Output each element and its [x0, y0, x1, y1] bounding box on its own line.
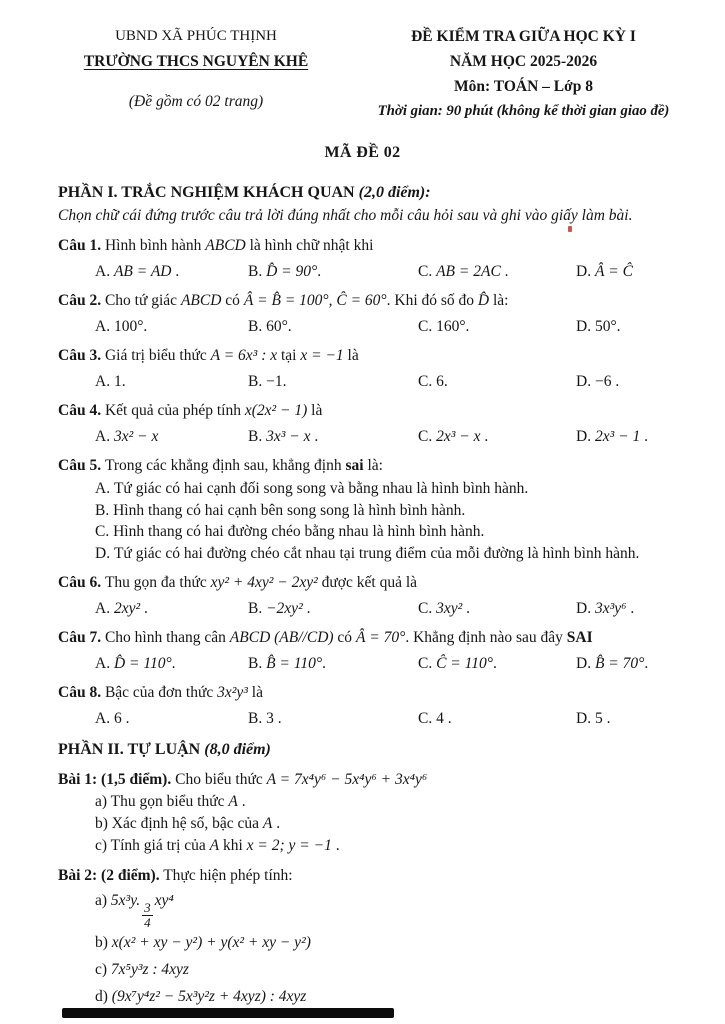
option-B: [248, 262, 418, 282]
question-number: Câu 3.: [58, 347, 105, 364]
option-B: [248, 427, 418, 447]
text-run: .: [317, 263, 322, 280]
math-text: Â = 70°: [355, 629, 406, 646]
problem-heading: [58, 864, 699, 887]
problem-heading: [58, 768, 699, 791]
question-stem: [58, 682, 699, 703]
text-run: tại: [277, 347, 301, 364]
option-letter: C.: [418, 600, 437, 617]
option-B: [248, 599, 418, 619]
answer-options: [58, 709, 699, 729]
math-text: x(2x² − 1): [244, 402, 308, 419]
option-letter: A.: [95, 428, 114, 445]
text-run: .: [480, 428, 489, 445]
text-run: Kết quả của phép tính: [104, 402, 245, 419]
math-text: x = −1: [300, 347, 344, 364]
option-letter: C.: [418, 655, 437, 672]
text-run: là: [307, 402, 323, 419]
answer-options: [58, 262, 699, 282]
text-run: c) Tính giá trị của: [95, 837, 210, 854]
option-A: [95, 654, 248, 674]
option-D: [576, 317, 699, 337]
math-text: 3x² − x: [113, 428, 159, 445]
text-run: 160°.: [436, 318, 470, 335]
text-run: . Khi đó số đo: [386, 292, 478, 309]
text-run: SAI: [566, 629, 593, 646]
text-run: .: [626, 600, 635, 617]
text-run: Tứ giác có hai cạnh đối song song và bằng nhau là hình bình hành.: [113, 480, 529, 497]
subject-line: Môn: TOÁN – Lớp 8: [454, 78, 593, 95]
text-run: khi: [219, 837, 247, 854]
text-run: a) Thu gọn biểu thức: [95, 793, 229, 810]
option-letter: D.: [576, 373, 595, 390]
text-run: .: [171, 655, 176, 672]
exam-code: MÃ ĐỀ 02: [324, 144, 401, 161]
text-run: là hình chữ nhật khi: [245, 237, 374, 254]
problem-label: Bài 1: (1,5 điểm).: [58, 771, 172, 788]
part1-title: [58, 181, 699, 204]
time-limit: Thời gian: 90 phút (không kể thời gian giao đề): [377, 103, 670, 119]
option-letter: A.: [95, 600, 114, 617]
option-C: [418, 427, 576, 447]
text-run: c): [95, 961, 111, 979]
text-run: Tứ giác có hai đường chéo cắt nhau tại trung điểm của mỗi đường là hình bình hành.: [113, 544, 640, 562]
question-number: Câu 6.: [58, 574, 105, 591]
text-run: d): [95, 988, 112, 1006]
text-run: 5 .: [594, 710, 611, 727]
question-4: [58, 400, 699, 447]
problem-bai-2: [58, 864, 699, 1010]
math-text: 3x³ − x: [266, 428, 311, 445]
exam-title-block: [342, 24, 701, 123]
text-run: có: [333, 629, 356, 646]
math-text: AB = 2AC: [436, 263, 501, 280]
part2-title: [58, 738, 699, 761]
question-stem: [58, 455, 699, 476]
problem-label: Bài 2: (2 điểm).: [58, 867, 160, 884]
math-text: A: [228, 793, 238, 810]
question-number: Câu 1.: [58, 237, 105, 254]
math-text: B̂ = 70°: [594, 655, 645, 672]
school-authority: UBND XÃ PHÚC THỊNH: [115, 28, 277, 44]
part1-title-points: (2,0 điểm):: [358, 184, 431, 201]
option-letter: C.: [418, 428, 437, 445]
text-run: được kết quả là: [317, 574, 418, 591]
option-letter: B.: [248, 263, 267, 280]
option-D: [576, 599, 699, 619]
option-A: [95, 262, 248, 282]
option-letter: B.: [248, 373, 267, 390]
part2-title-text: PHẦN II. TỰ LUẬN: [58, 741, 205, 758]
problem-bai-1: [58, 768, 699, 857]
part2-title-points: (8,0 điểm): [204, 741, 271, 758]
text-run: 3 .: [266, 710, 282, 727]
option-A: [95, 372, 248, 392]
text-run: 60°.: [266, 318, 292, 335]
question-stem: [58, 290, 699, 311]
option-C: [418, 262, 576, 282]
option-C: [418, 599, 576, 619]
text-run: .: [331, 837, 340, 854]
option-B: [248, 654, 418, 674]
option-letter: A.: [95, 263, 114, 280]
problem-item-d: [58, 983, 699, 1010]
option-letter: A.: [95, 318, 114, 335]
option-letter: B.: [248, 428, 267, 445]
text-run: 4 .: [436, 710, 452, 727]
text-run: là: [247, 684, 263, 701]
fraction-numerator: 3: [144, 900, 151, 915]
question-stem: [58, 572, 699, 593]
question-3: [58, 345, 699, 392]
part2-section: [0, 738, 725, 1010]
option-C: [418, 372, 576, 392]
text-run: Giá trị biểu thức: [104, 347, 211, 364]
part1-instruction: Chọn chữ cái đứng trước câu trả lời đúng nhất cho mỗi câu hỏi sau và ghi vào giấy làm bài.: [58, 207, 633, 224]
question-8: [58, 682, 699, 729]
math-text: A = 6x³ : x: [210, 347, 278, 364]
pages-note: (Đề gồm có 02 trang): [128, 93, 264, 110]
option-D: [576, 427, 699, 447]
text-run: .: [237, 793, 246, 810]
option-letter: B.: [248, 318, 267, 335]
option-A: [95, 599, 248, 619]
problem-item-a: [58, 791, 699, 813]
option-letter: D.: [576, 263, 595, 280]
option-A: [95, 478, 699, 500]
text-run: .: [322, 655, 326, 672]
option-D: [576, 709, 699, 729]
option-letter: A.: [95, 710, 114, 727]
math-text: D̂ = 90°: [266, 263, 318, 280]
math-text: Ĉ = 110°: [436, 655, 493, 672]
option-letter: D.: [576, 428, 595, 445]
text-run: 50°.: [594, 318, 621, 335]
option-letter: C.: [418, 318, 437, 335]
math-text: 2xy²: [113, 600, 141, 617]
text-run: là:: [363, 457, 383, 474]
option-C: [418, 317, 576, 337]
option-A: [95, 709, 248, 729]
question-7: [58, 627, 699, 674]
math-text: Â = B̂ = 100°, Ĉ = 60°: [243, 292, 387, 309]
option-letter: D.: [576, 600, 595, 617]
option-letter: A.: [95, 480, 114, 497]
text-run: .: [644, 655, 649, 672]
text-run: Trong các khẳng định sau, khẳng định: [104, 457, 346, 474]
text-run: .: [640, 428, 648, 445]
school-name: TRƯỜNG THCS NGUYÊN KHÊ: [83, 53, 309, 70]
text-run: Hình thang có hai đường chéo bằng nhau là hình bình hành.: [113, 523, 485, 540]
option-D: [576, 262, 699, 282]
problem-list: [58, 768, 699, 1010]
math-text: AB = AD: [113, 263, 172, 280]
option-letter: D.: [95, 544, 114, 562]
option-letter: A.: [95, 373, 114, 390]
option-letter: B.: [248, 600, 267, 617]
question-stem: [58, 345, 699, 366]
math-text: 3x²y³: [217, 684, 248, 701]
text-run: Thu gọn đa thức: [104, 574, 211, 591]
text-run: có: [221, 292, 244, 309]
option-C: [95, 521, 699, 543]
problem-item-c: [58, 835, 699, 857]
math-text: 3xy²: [436, 600, 463, 617]
problem-item-b: [58, 813, 699, 835]
math-text: D̂: [477, 292, 490, 309]
text-run: .: [492, 655, 497, 672]
math-text: ABCD (AB//CD): [229, 629, 334, 646]
math-text: B̂ = 110°: [266, 655, 323, 672]
question-number: Câu 5.: [58, 457, 105, 474]
problem-item-a: [58, 887, 699, 929]
option-letter: D.: [576, 710, 595, 727]
option-A: [95, 427, 248, 447]
fraction-denominator: 4: [144, 914, 151, 930]
question-stem: [58, 235, 699, 256]
math-text: xy² + 4xy² − 2xy²: [210, 574, 318, 591]
text-run: .: [310, 428, 319, 445]
text-run: Bậc của đơn thức: [104, 684, 218, 701]
option-letter: D.: [576, 318, 595, 335]
option-letter: A.: [95, 655, 114, 672]
math-text: x(x² + xy − y²) + y(x² + xy − y²): [111, 934, 311, 952]
text-run: .: [302, 600, 311, 617]
math-text: −2xy²: [266, 600, 303, 617]
option-letter: C.: [418, 373, 437, 390]
option-D: [95, 543, 699, 565]
text-run: là: [343, 347, 359, 364]
option-letter: B.: [248, 710, 267, 727]
text-run: Cho tứ giác: [104, 292, 181, 309]
text-run: Hình thang có hai cạnh bên song song là hình bình hành.: [113, 501, 466, 519]
option-letter: C.: [418, 263, 437, 280]
question-number: Câu 8.: [58, 684, 105, 701]
option-C: [418, 654, 576, 674]
question-stem: [58, 627, 699, 648]
option-letter: D.: [576, 655, 595, 672]
option-letter: B.: [248, 655, 267, 672]
answer-options: [58, 599, 699, 619]
question-number: Câu 2.: [58, 292, 105, 309]
math-text: 3x³y⁶: [594, 600, 627, 617]
text-run: .: [171, 263, 180, 280]
math-text: x = 2; y = −1: [246, 837, 332, 854]
math-text: D̂ = 110°: [113, 655, 172, 672]
math-text: ABCD: [180, 292, 222, 309]
question-2: [58, 290, 699, 337]
problem-item-b: [58, 929, 699, 956]
answer-options: [58, 478, 699, 564]
text-run: . Khẳng định nào sau đây: [405, 629, 567, 646]
answer-options: [58, 427, 699, 447]
answer-options: [58, 372, 699, 392]
option-B: [248, 317, 418, 337]
scan-artifact-bar: [62, 1008, 394, 1018]
option-letter: C.: [418, 710, 437, 727]
math-text: A: [262, 815, 273, 832]
text-run: b): [95, 934, 112, 952]
part1-title-text: PHẦN I. TRẮC NGHIỆM KHÁCH QUAN: [58, 184, 359, 201]
exam-header: [0, 0, 725, 123]
school-block: [50, 24, 342, 123]
option-A: [95, 317, 248, 337]
math-text: 2x³ − x: [436, 428, 481, 445]
math-text: Â = Ĉ: [594, 263, 633, 280]
math-text: (9x⁷y⁴z² − 5x³y²z + 4xyz) : 4xyz: [111, 988, 307, 1006]
math-text: 2x³ − 1: [594, 428, 641, 445]
text-run: 6.: [436, 373, 448, 390]
question-list: [58, 235, 699, 729]
question-number: Câu 7.: [58, 629, 105, 646]
question-number: Câu 4.: [58, 402, 105, 419]
math-text: A = 7x⁴y⁶ − 5x⁴y⁶ + 3x⁴y⁶: [266, 771, 428, 788]
fraction: [142, 901, 153, 929]
text-run: .: [140, 600, 148, 617]
math-text: xy⁴: [154, 892, 174, 909]
answer-options: [58, 654, 699, 674]
option-B: [248, 372, 418, 392]
math-text: ABCD: [205, 237, 246, 254]
option-letter: C.: [95, 523, 114, 540]
text-run: Cho hình thang cân: [104, 629, 230, 646]
text-run: Hình bình hành: [104, 237, 206, 254]
answer-options: [58, 317, 699, 337]
text-run: −1.: [266, 373, 287, 390]
math-text: A: [209, 837, 220, 854]
problem-item-c: [58, 956, 699, 983]
math-text: 7x⁵y³z : 4xyz: [110, 961, 189, 979]
question-5: [58, 455, 699, 564]
option-D: [576, 372, 699, 392]
text-run: a): [95, 892, 111, 909]
text-run: b) Xác định hệ số, bậc của: [95, 815, 263, 832]
question-6: [58, 572, 699, 619]
question-1: [58, 235, 699, 282]
part1-section: [0, 181, 725, 729]
text-run: Thực hiện phép tính:: [159, 867, 293, 884]
math-text: 5x³y.: [110, 892, 141, 909]
text-run: 100°.: [113, 318, 148, 335]
option-letter: B.: [95, 501, 114, 519]
option-D: [576, 654, 699, 674]
text-run: Cho biểu thức: [171, 771, 267, 788]
option-B: [248, 709, 418, 729]
option-C: [418, 709, 576, 729]
text-run: 1.: [113, 373, 126, 390]
text-run: .: [272, 815, 281, 832]
text-run: sai: [345, 457, 364, 474]
school-year: NĂM HỌC 2025-2026: [449, 53, 598, 70]
text-run: 6 .: [113, 710, 130, 727]
exam-title: ĐỀ KIỂM TRA GIỮA HỌC KỲ I: [411, 28, 636, 45]
text-run: là:: [489, 292, 509, 309]
text-run: .: [500, 263, 509, 280]
text-run: .: [462, 600, 470, 617]
red-ink-artifact: [568, 226, 572, 232]
text-run: −6 .: [594, 373, 620, 390]
option-B: [95, 500, 699, 522]
question-stem: [58, 400, 699, 421]
